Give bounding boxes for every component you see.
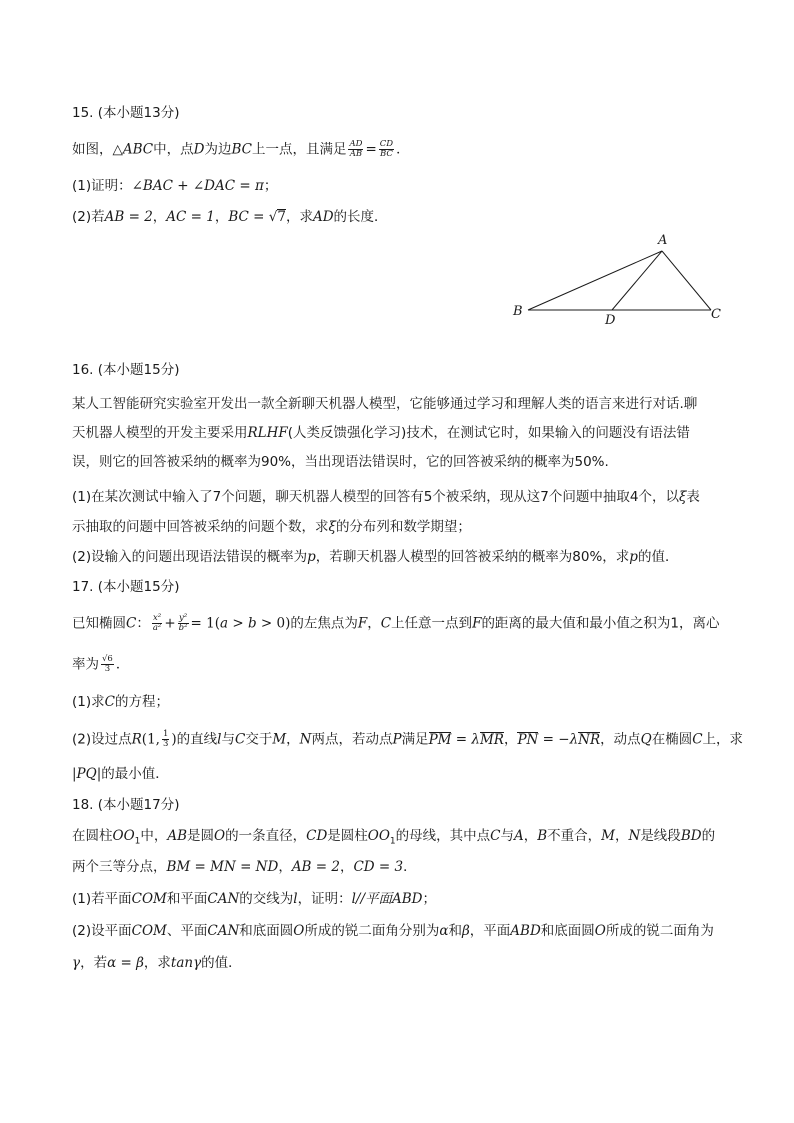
q18-part1: (1)若平面COM和平面CAN的交线为l，证明：l//平面ABD； xyxy=(72,891,437,907)
q17-part2-line1: (2)设过点R(1, $\frac{1}{3}$ )的直线l与C交于M，N两点，若动点P满足PM = λMR，PN = −λNR，动点Q在椭圆C上，求 xyxy=(72,729,744,749)
q17-line2: 率为 $\frac{√6}{3}$ ． xyxy=(72,654,130,674)
q17-header: 17. (本小题15分) xyxy=(72,579,180,595)
q16-part2: (2)设输入的问题出现语法错误的概率为p，若聊天机器人模型的回答被采纳的概率为80%，求p的值． xyxy=(72,549,679,565)
q17-part1: (1)求C的方程； xyxy=(72,694,169,710)
label-d: D xyxy=(605,313,616,328)
q16-line3: 误，则它的回答被采纳的概率为90%，当出现语法错误时，它的回答被采纳的概率为50%. xyxy=(72,454,609,470)
q16-line1: 某人工智能研究实验室开发出一款全新聊天机器人模型，它能够通过学习和理解人类的语言来进行对话.聊 xyxy=(72,396,698,412)
triangle-figure xyxy=(505,230,735,330)
q15-part1: (1)证明：∠BAC + ∠DAC = π； xyxy=(72,178,278,194)
q15-stem: 如图，△ABC中，点D为边BC上一点，且满足 $\frac{AD}{AB}$ = $\frac{CD}{BC}$ ． xyxy=(72,139,410,159)
segment-ab xyxy=(528,251,662,310)
q16-part1-line2: 示抽取的问题中回答被采纳的问题个数，求ξ的分布列和数学期望； xyxy=(72,519,471,535)
q17-line1: 已知椭圆C： $\frac{\text{x²}}{\text{a²}}$ + $\frac{\text{y²}}{\text{b²}}$ = 1(a > b > 0)的左焦点为F，C上任意一点到F的距离的最大值和最小值之积为1，离心 xyxy=(72,613,720,633)
q16-header: 16. (本小题15分) xyxy=(72,362,180,378)
label-a: A xyxy=(658,233,668,248)
q16-line2: 天机器人模型的开发主要采用RLHF(人类反馈强化学习)技术，在测试它时，如果输入的问题没有语法错 xyxy=(72,425,690,441)
q15-part2: (2)若AB = 2，AC = 1，BC = √7，求AD的长度． xyxy=(72,209,388,225)
q17-part2-line2: |PQ|的最小值． xyxy=(72,766,169,782)
q18-part2-line1: (2)设平面COM、平面CAN和底面圆O所成的锐二面角分别为α和β，平面ABD和底面圆O所成的锐二面角为 xyxy=(72,923,714,939)
q18-part2-line2: γ，若α = β，求tanγ的值． xyxy=(72,955,242,971)
q16-part1-line1: (1)在某次测试中输入了7个问题，聊天机器人模型的回答有5个被采纳，现从这7个问题中抽取4个，以ξ表 xyxy=(72,489,700,505)
segment-ad xyxy=(612,251,662,310)
q18-line2: 两个三等分点，BM = MN = ND，AB = 2，CD = 3． xyxy=(72,859,417,875)
q18-line1: 在圆柱$OO_1$中，AB是圆O的一条直径，CD是圆柱$OO_1$的母线，其中点C与A，B不重合，M，N是线段BD的 xyxy=(72,828,716,847)
segment-ac xyxy=(662,251,711,310)
label-b: B xyxy=(513,304,523,319)
label-c: C xyxy=(711,307,721,322)
q18-header: 18. (本小题17分) xyxy=(72,797,180,813)
q15-header: 15. (本小题13分) xyxy=(72,105,180,121)
